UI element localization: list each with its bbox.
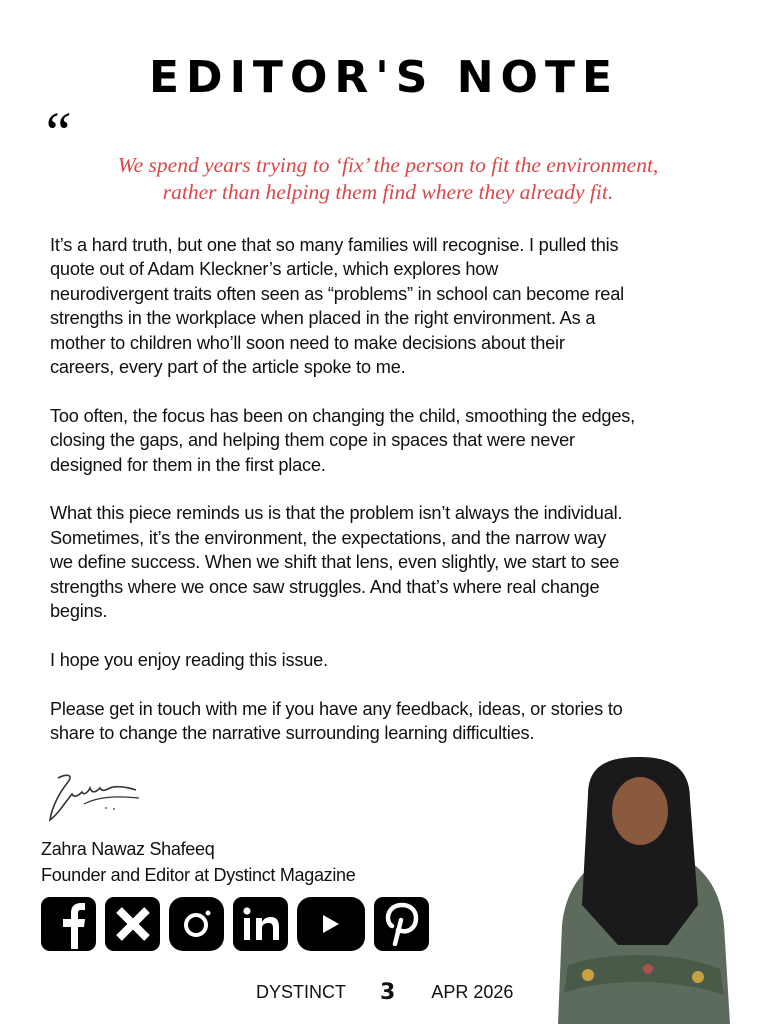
issue-date: APR 2026	[431, 982, 514, 1002]
paragraph-line: quote out of Adam Kleckner’s article, which explores how	[50, 259, 499, 280]
pull-quote	[40, 152, 736, 206]
paragraph-line: we define success. When we shift that lens, even slightly, we start to see	[50, 552, 620, 573]
paragraph-line: strengths where we once saw struggles. And that’s where real change	[50, 576, 600, 597]
instagram-icon[interactable]	[169, 897, 224, 951]
author-block	[41, 836, 355, 888]
magazine-name: DYSTINCT	[256, 982, 346, 1002]
paragraph-line: Please get in touch with me if you have any feedback, ideas, or stories to	[50, 698, 623, 719]
paragraph-line: strengths in the workplace when placed in the right environment. As a	[50, 308, 596, 329]
paragraph-line: careers, every part of the article spoke to me.	[50, 357, 406, 378]
paragraph-line: begins.	[50, 601, 108, 622]
social-links	[41, 897, 429, 951]
paragraph-line: What this piece reminds us is that the problem isn’t always the individual.	[50, 503, 623, 524]
quote-line: rather than helping them find where they already fit.	[162, 180, 614, 204]
author-role: Founder and Editor at Dystinct Magazine	[41, 865, 356, 885]
paragraph-line: Too often, the focus has been on changing the child, smoothing the edges,	[50, 405, 636, 426]
paragraph	[50, 233, 750, 379]
paragraph-line: designed for them in the first place.	[50, 454, 326, 475]
paragraph-line: neurodivergent traits often seen as “problems” in school can become real	[50, 283, 624, 304]
paragraph-line: share to change the narrative surrounding learning difficulties.	[50, 723, 535, 744]
paragraph	[50, 648, 750, 672]
paragraph-line: It’s a hard truth, but one that so many families will recognise. I pulled this	[50, 235, 619, 255]
paragraph-line: mother to children who’ll soon need to make decisions about their	[50, 332, 565, 353]
paragraph	[50, 697, 750, 746]
pinterest-icon[interactable]	[374, 897, 429, 951]
author-photo	[548, 755, 738, 1024]
youtube-icon[interactable]	[297, 897, 365, 951]
page-footer	[256, 980, 513, 1005]
paragraph-line: closing the gaps, and helping them cope in spaces that were never	[50, 430, 575, 451]
quote-line: We spend years trying to ‘fix’ the person to fit the environment,	[117, 153, 659, 177]
paragraph	[50, 404, 750, 477]
facebook-icon[interactable]	[41, 897, 96, 951]
paragraph	[50, 501, 750, 623]
linkedin-icon[interactable]	[233, 897, 288, 951]
page-title: EDITOR'S NOTE	[148, 52, 620, 103]
article-body	[50, 233, 750, 770]
page-number: 3	[380, 980, 396, 1005]
signature	[44, 770, 154, 830]
quote-mark-icon: “	[40, 100, 73, 165]
author-name: Zahra Nawaz Shafeeq	[41, 839, 215, 859]
paragraph-line: I hope you enjoy reading this issue.	[50, 649, 328, 670]
paragraph-line: Sometimes, it’s the environment, the expectations, and the narrow way	[50, 527, 607, 548]
x-icon[interactable]	[105, 897, 160, 951]
